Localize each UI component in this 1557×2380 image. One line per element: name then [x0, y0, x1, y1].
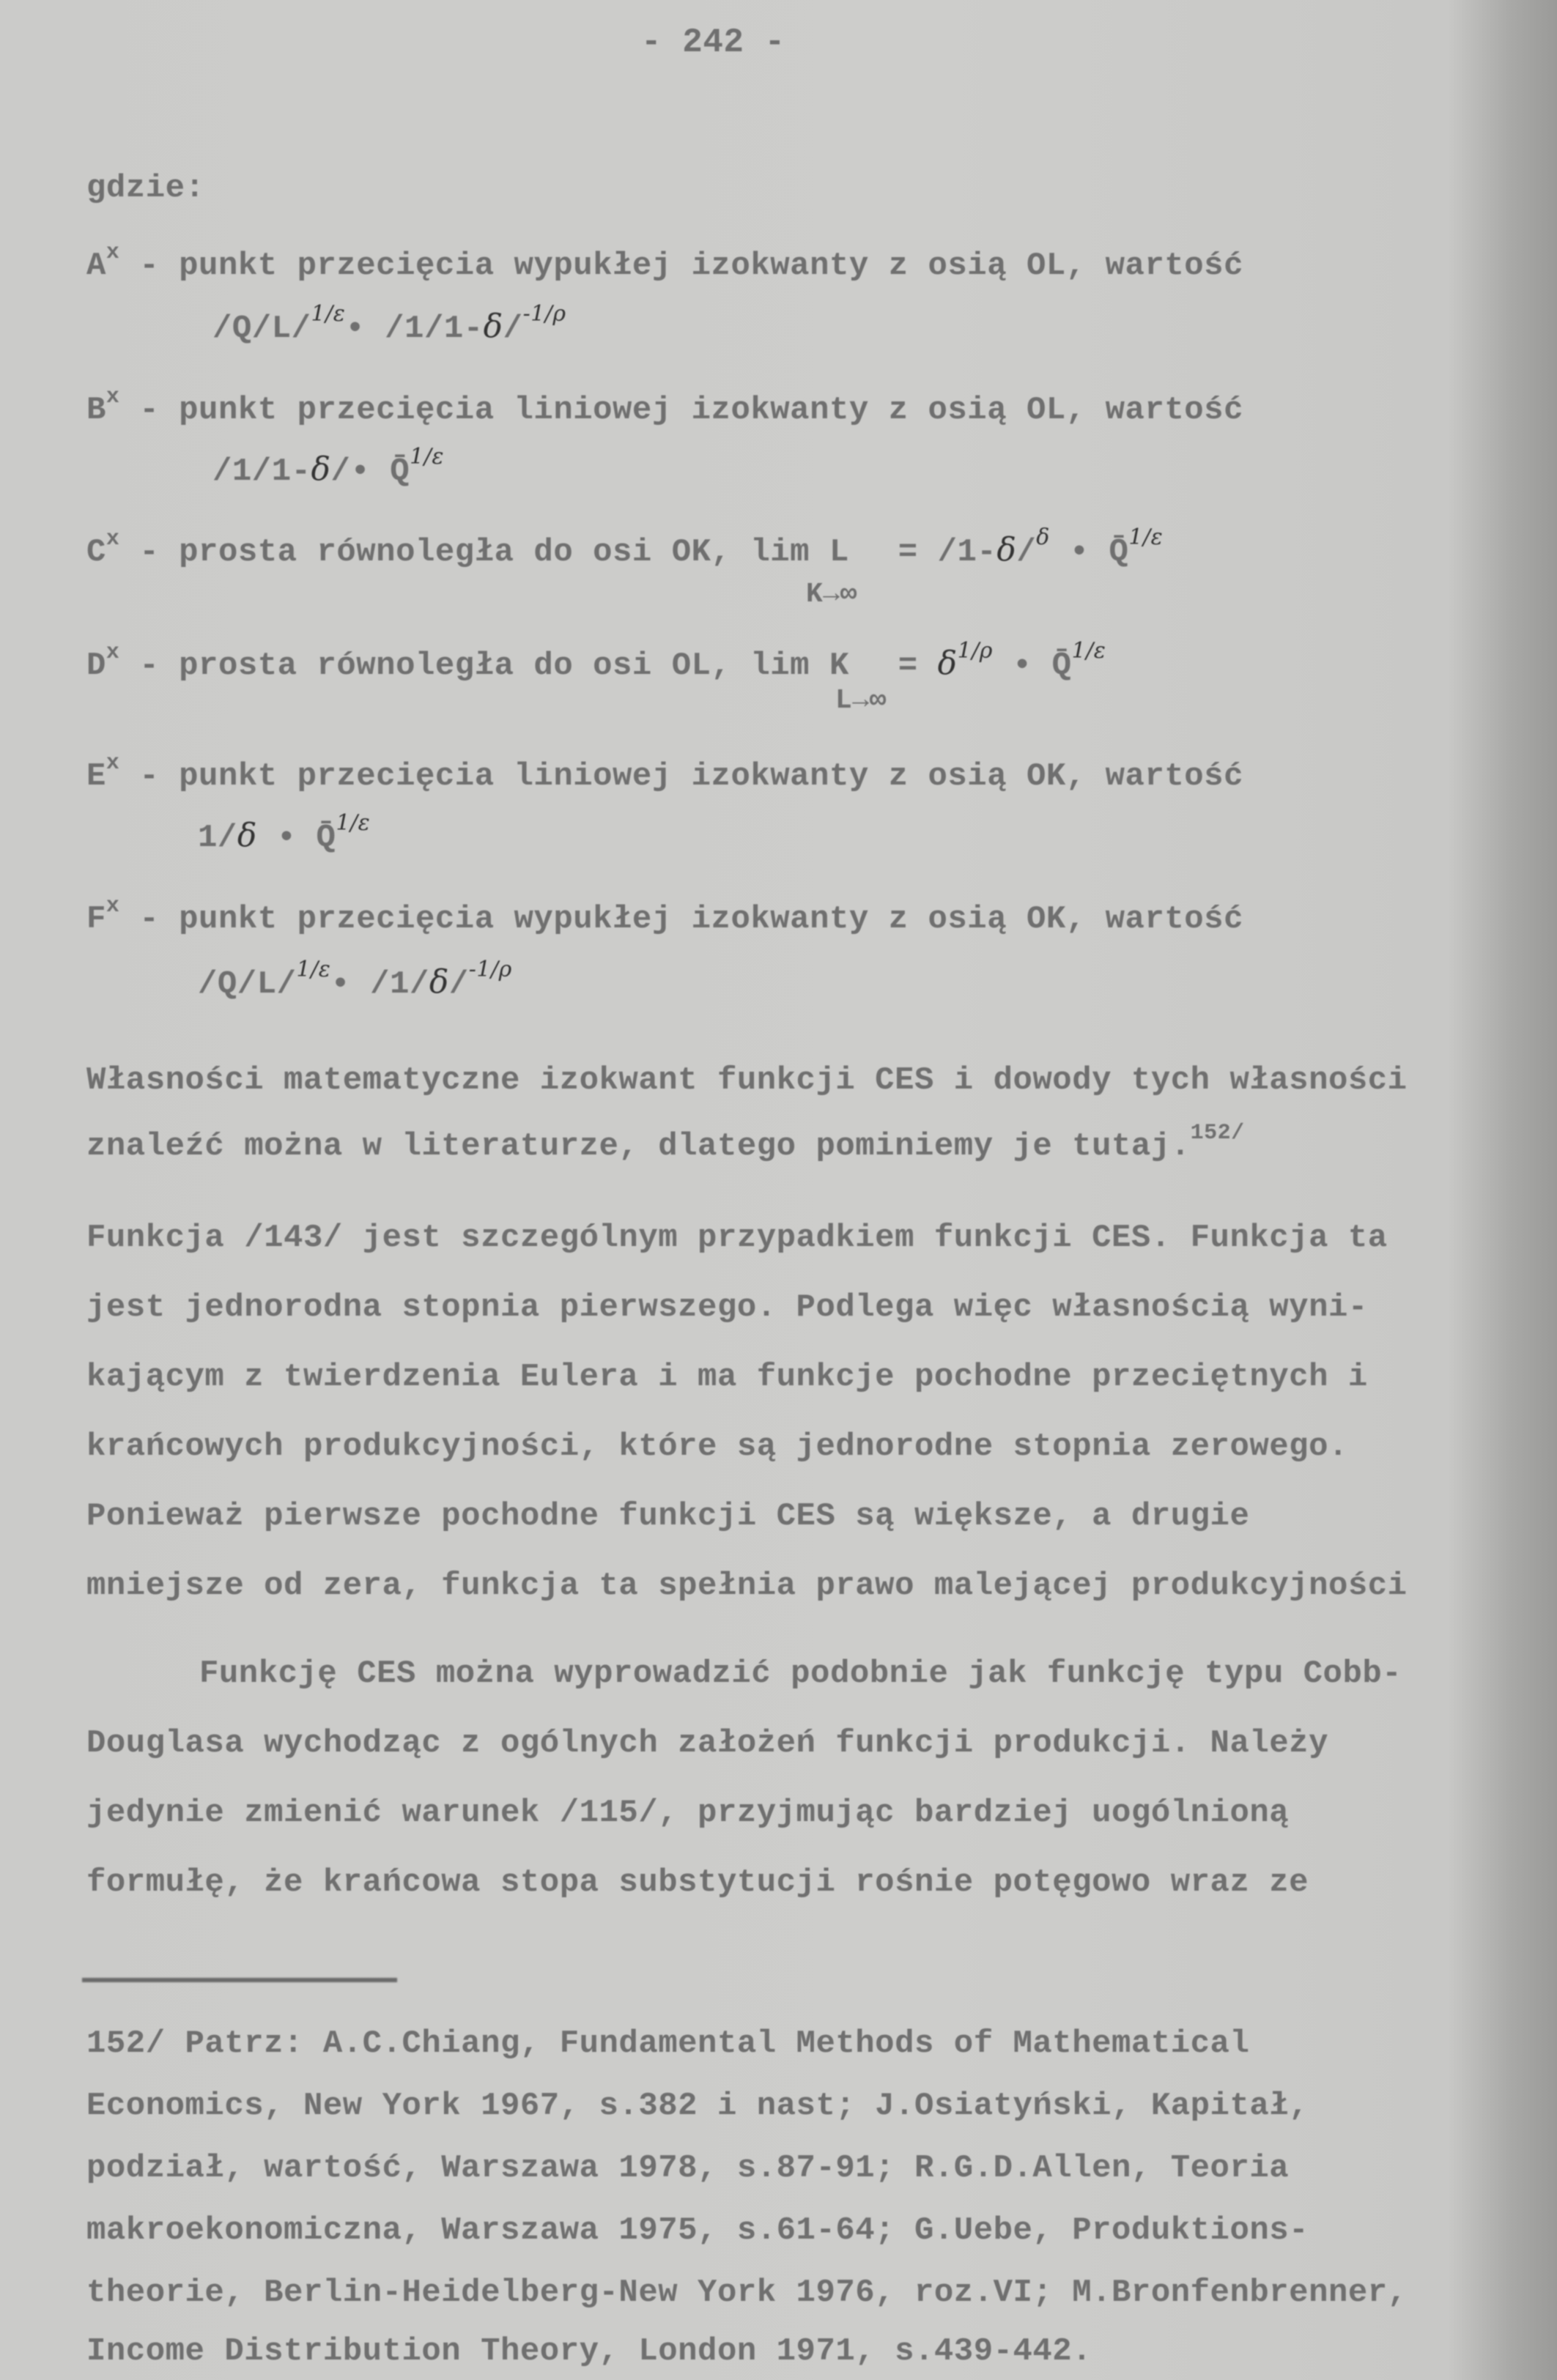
- definition-d-limit: L→∞: [835, 685, 887, 716]
- value-exponent: 1/ρ: [957, 638, 993, 664]
- definition-text: - prosta równoległa do osi OK, lim L: [139, 534, 849, 571]
- intro-label: gdzie:: [86, 170, 205, 207]
- footnote-line: theorie, Berlin-Heidelberg-New York 1976, roz.VI; M.Bronfenbrenner,: [86, 2275, 1408, 2311]
- paragraph-line: [86, 1121, 1245, 1165]
- value-part: • /1/: [330, 966, 429, 1003]
- definition-a: [86, 240, 1243, 284]
- footnote-line: 152/ Patrz: A.C.Chiang, Fundamental Methods of Mathematical: [86, 2025, 1250, 2062]
- footnote-separator: [82, 1978, 397, 1982]
- delta-symbol: δ: [996, 531, 1017, 568]
- definition-superscript: x: [106, 751, 120, 776]
- value-part: /: [503, 311, 523, 347]
- value-exponent: -1/ρ: [468, 957, 512, 982]
- value-part: /• Q̄: [330, 453, 410, 490]
- value-part: • /1/1-: [345, 311, 484, 347]
- delta-symbol: δ: [483, 308, 503, 345]
- definition-text: - punkt przecięcia wypukłej izokwanty z osią OK, wartość: [139, 901, 1243, 938]
- definition-symbol: B: [86, 392, 106, 429]
- footnote-line: Income Distribution Theory, London 1971, s.439-442.: [86, 2333, 1092, 2370]
- value-exponent: δ: [1036, 524, 1050, 550]
- definition-symbol: C: [86, 534, 106, 571]
- paragraph-line: Ponieważ pierwsze pochodne funkcji CES są większe, a drugie: [86, 1498, 1250, 1535]
- footnote-line: makroekonomiczna, Warszawa 1975, s.61-64; G.Uebe, Produktions-: [86, 2212, 1309, 2249]
- delta-symbol: δ: [311, 451, 331, 488]
- definition-e: [86, 751, 1243, 795]
- definition-superscript: x: [106, 894, 120, 919]
- paragraph-line: jest jednorodna stopnia pierwszego. Podlega więc własnością wyni-: [86, 1289, 1368, 1326]
- paragraph-line: formułę, że krańcowa stopa substytucji rośnie potęgowo wraz ze: [86, 1864, 1309, 1901]
- definition-text: - prosta równoległa do osi OL, lim K: [139, 648, 849, 684]
- value-exponent: 1/ε: [336, 810, 371, 836]
- definition-superscript: x: [106, 527, 120, 552]
- paragraph-line: Własności matematyczne izokwant funkcji CES i dowody tych własności: [86, 1062, 1408, 1099]
- value-exponent: 1/ε: [1071, 638, 1106, 664]
- value-part: • Q̄: [256, 820, 336, 856]
- footnote-line: Economics, New York 1967, s.382 i nast; J.Osiatyński, Kapitał,: [86, 2088, 1309, 2124]
- definition-b-value: [212, 444, 444, 490]
- definition-symbol: A: [86, 248, 106, 284]
- definition-superscript: x: [106, 385, 120, 409]
- definition-b: [86, 385, 1243, 429]
- definition-symbol: D: [86, 648, 106, 684]
- definition-f: [86, 894, 1243, 938]
- paragraph-line: Funkcję CES można wyprowadzić podobnie jak funkcję typu Cobb-: [199, 1656, 1402, 1692]
- definition-superscript: x: [106, 240, 120, 265]
- value-part: =: [898, 648, 938, 684]
- paragraph-line: Funkcja /143/ jest szczególnym przypadkiem funkcji CES. Funkcja ta: [86, 1220, 1388, 1256]
- delta-symbol: δ: [937, 645, 958, 682]
- page-number: - 242 -: [641, 23, 785, 62]
- value-part: = /1-: [898, 534, 997, 571]
- footnote-line: podział, wartość, Warszawa 1978, s.87-91; R.G.D.Allen, Teoria: [86, 2150, 1290, 2187]
- paragraph-text: znaleźć można w literaturze, dlatego pominiemy je tutaj.: [86, 1128, 1191, 1165]
- definition-text: - punkt przecięcia wypukłej izokwanty z osią OL, wartość: [139, 248, 1243, 284]
- value-part: • Q̄: [1049, 534, 1129, 571]
- definition-text: - punkt przecięcia liniowej izokwanty z osią OK, wartość: [139, 758, 1243, 795]
- paragraph-line: krańcowych produkcyjności, które są jednorodne stopnia zerowego.: [86, 1428, 1348, 1465]
- value-exponent: 1/ε: [311, 301, 346, 327]
- definition-e-value: [198, 810, 371, 856]
- value-exponent: 1/ε: [1128, 524, 1164, 550]
- value-part: 1/: [198, 820, 237, 856]
- value-part: /Q/L/: [198, 966, 297, 1003]
- value-exponent: 1/ε: [410, 444, 444, 470]
- definition-symbol: F: [86, 901, 106, 938]
- value-exponent: -1/ρ: [522, 301, 566, 327]
- delta-symbol: δ: [237, 817, 257, 854]
- definition-symbol: E: [86, 758, 106, 795]
- paragraph-line: Douglasa wychodząc z ogólnych założeń funkcji produkcji. Należy: [86, 1725, 1328, 1762]
- value-part: /1/1-: [212, 453, 311, 490]
- definition-a-value: [212, 301, 566, 347]
- paragraph-line: jedynie zmienić warunek /115/, przyjmując bardziej uogólnioną: [86, 1795, 1290, 1831]
- definition-text: - punkt przecięcia liniowej izokwanty z osią OL, wartość: [139, 392, 1243, 429]
- footnote-reference[interactable]: 152/: [1190, 1121, 1245, 1146]
- definition-c: [86, 524, 1164, 571]
- value-exponent: 1/ε: [296, 957, 331, 982]
- delta-symbol: δ: [429, 963, 449, 1001]
- value-part: /: [448, 966, 469, 1003]
- paragraph-line: kającym z twierdzenia Eulera i ma funkcje pochodne przeciętnych i: [86, 1359, 1368, 1395]
- definition-superscript: x: [106, 640, 120, 665]
- definition-d: [86, 638, 1106, 684]
- definition-c-limit: K→∞: [806, 579, 857, 610]
- value-part: • Q̄: [992, 648, 1072, 684]
- value-part: /: [1016, 534, 1037, 571]
- definition-f-value: [198, 957, 512, 1003]
- value-part: /Q/L/: [212, 311, 311, 347]
- paragraph-line: mniejsze od zera, funkcja ta spełnia prawo malejącej produkcyjności: [86, 1568, 1408, 1604]
